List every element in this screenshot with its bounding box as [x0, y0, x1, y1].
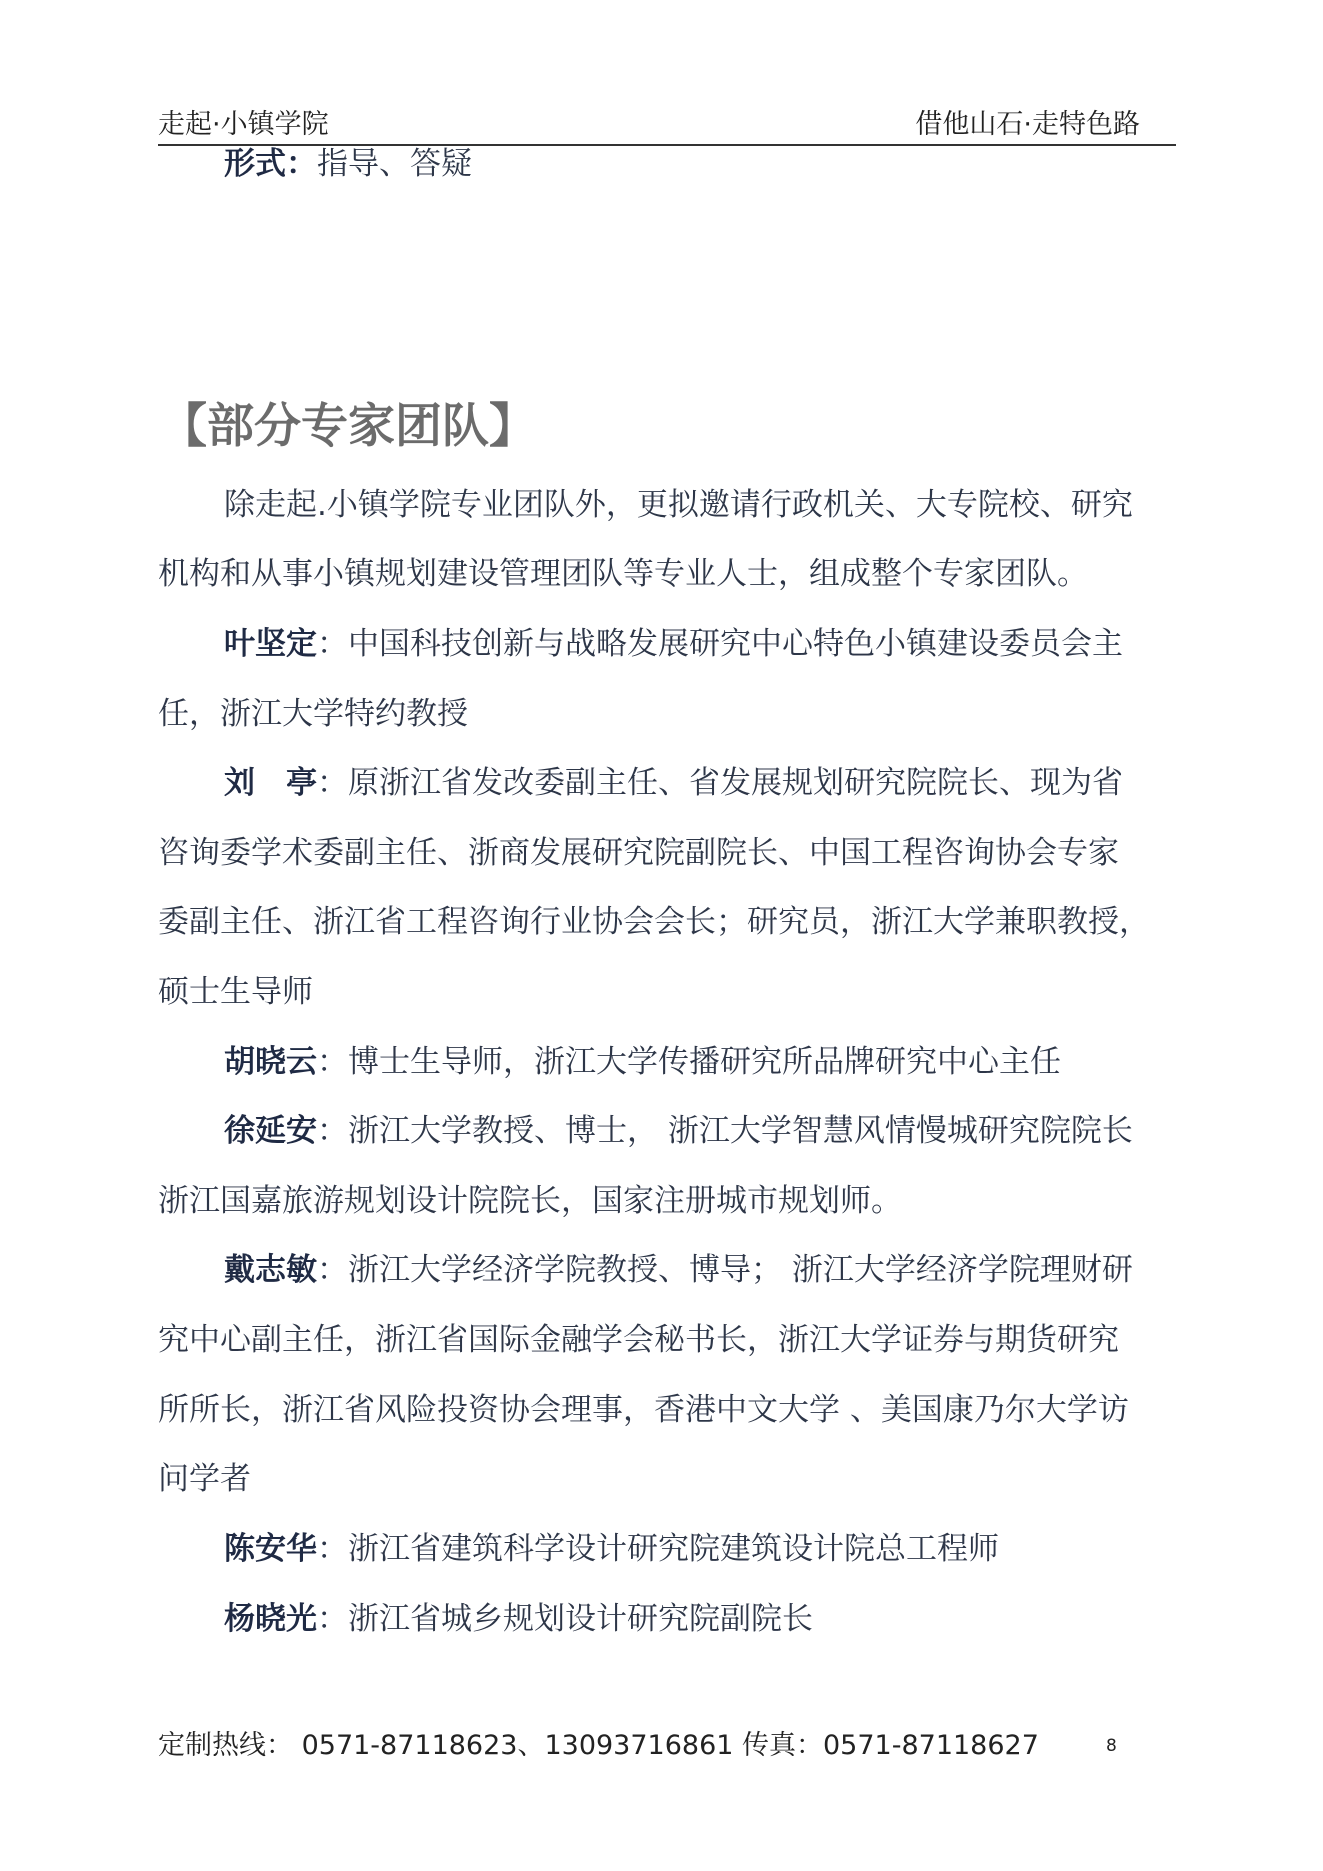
- expert-description: 浙江国嘉旅游规划设计院院长，国家注册城市规划师。: [158, 1183, 902, 1219]
- expert-name: 陈安华: [224, 1531, 317, 1567]
- intro-line: 除走起.小镇学院专业团队外，更拟邀请行政机关、大专院校、研究: [224, 487, 1133, 523]
- expert-description: ：博士生导师，浙江大学传播研究所品牌研究中心主任: [317, 1044, 1061, 1080]
- expert-name: 刘 亭: [224, 765, 317, 801]
- expert-name: 徐延安: [224, 1113, 317, 1149]
- expert-entry: [224, 1248, 1188, 1292]
- expert-name: 胡晓云: [224, 1044, 317, 1080]
- expert-description: 咨询委学术委副主任、浙商发展研究院副院长、中国工程咨询协会专家: [158, 835, 1119, 871]
- intro-line: 机构和从事小镇规划建设管理团队等专业人士，组成整个专家团队。: [158, 556, 1088, 592]
- section-title: 【部分专家团队】: [160, 399, 536, 454]
- expert-name: 叶坚定: [224, 626, 317, 662]
- expert-description: ：浙江省建筑科学设计研究院建筑设计院总工程师: [317, 1531, 999, 1567]
- page-header: [158, 100, 1176, 146]
- expert-description: ：中国科技创新与战略发展研究中心特色小镇建设委员会主: [317, 626, 1123, 662]
- expert-description: 任，浙江大学特约教授: [158, 696, 468, 732]
- format-text: 指导、答疑: [317, 146, 472, 182]
- expert-entry: [224, 1040, 1188, 1084]
- expert-entry: [224, 1597, 1188, 1641]
- expert-description: ：浙江大学教授、博士， 浙江大学智慧风情慢城研究院院长: [317, 1113, 1133, 1149]
- expert-description: 硕士生导师: [158, 974, 313, 1010]
- expert-description: ：浙江省城乡规划设计研究院副院长: [317, 1601, 813, 1637]
- page-number: 8: [1106, 1736, 1117, 1756]
- expert-name: 杨晓光: [224, 1601, 317, 1637]
- expert-entry: [224, 761, 1188, 805]
- expert-description: 委副主任、浙江省工程咨询行业协会会长；研究员，浙江大学兼职教授，: [158, 904, 1150, 940]
- expert-description: 问学者: [158, 1461, 251, 1497]
- header-right-title: 借他山石·走特色路: [915, 109, 1140, 140]
- footer-contact: 定制热线： 0571-87118623、13093716861 传真：0571-87118627: [158, 1730, 1039, 1761]
- expert-entry: [224, 1109, 1188, 1153]
- expert-description: ：浙江大学经济学院教授、博导； 浙江大学经济学院理财研: [317, 1252, 1133, 1288]
- header-left-title: 走起·小镇学院: [158, 109, 329, 140]
- expert-description: 究中心副主任，浙江省国际金融学会秘书长，浙江大学证券与期货研究: [158, 1322, 1119, 1358]
- format-line: [224, 142, 1188, 186]
- expert-description: 所所长，浙江省风险投资协会理事，香港中文大学 、美国康乃尔大学访: [158, 1392, 1129, 1428]
- expert-description: ：原浙江省发改委副主任、省发展规划研究院院长、现为省: [317, 765, 1123, 801]
- format-label: 形式：: [224, 146, 317, 182]
- expert-entry: [224, 1527, 1188, 1571]
- expert-entry: [224, 622, 1188, 666]
- expert-name: 戴志敏: [224, 1252, 317, 1288]
